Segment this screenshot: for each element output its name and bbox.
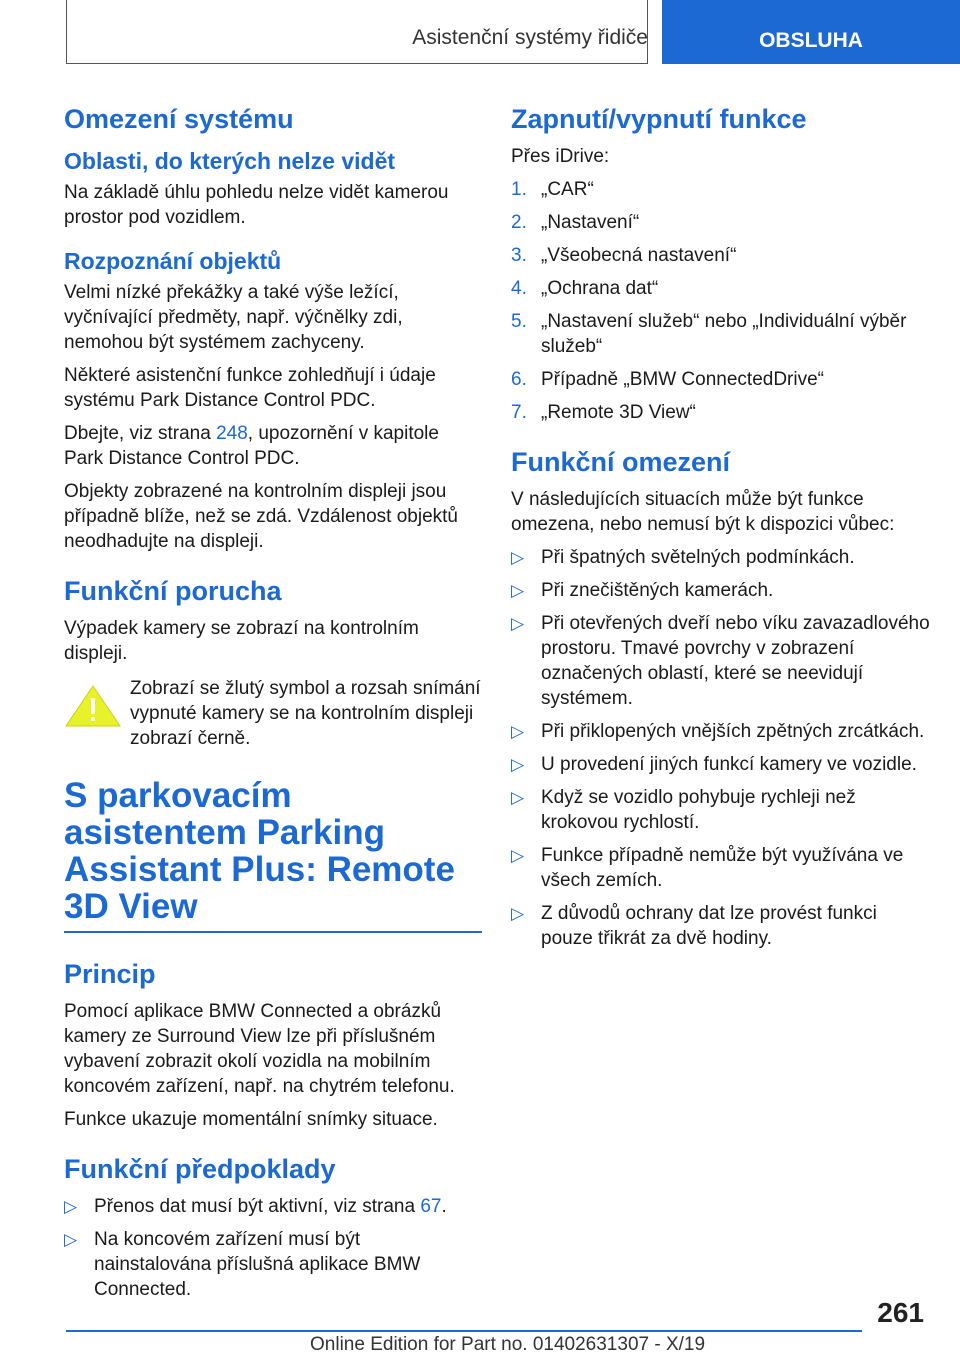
- text: Přenos dat musí být aktivní, viz strana: [94, 1196, 421, 1217]
- paragraph-princip-1: Pomocí aplikace BMW Connected a obrázků kamery ze Surround View lze při příslušném vybavení zobrazit okolí vozidla na mobilním koncovém zařízení, např. na chytrém telefonu.: [64, 1001, 455, 1097]
- limit-text: Funkce případně nemůže být využívána ve všech zemích.: [541, 845, 904, 891]
- step-text: „Ochrana dat“: [541, 278, 659, 299]
- list-item: [511, 400, 931, 425]
- step-number: 4.: [511, 278, 527, 299]
- limit-text: U provedení jiných funkcí kamery ve vozidle.: [541, 754, 917, 775]
- header-title: Asistenční systémy řidiče: [412, 26, 648, 49]
- step-number: 1.: [511, 179, 527, 200]
- list-item: [511, 309, 931, 359]
- right-column: [511, 102, 931, 961]
- triangle-bullet-icon: ▷: [511, 614, 525, 633]
- page-link-67[interactable]: 67: [420, 1196, 442, 1217]
- triangle-bullet-icon: ▷: [511, 722, 525, 741]
- limit-text: Z důvodů ochrany dat lze provést funkci pouze třikrát za dvě hodiny.: [541, 903, 877, 949]
- list-item: [64, 1227, 482, 1302]
- heading-omezeni: Omezení systému: [64, 104, 294, 134]
- limit-text: Při znečištěných kamerách.: [541, 580, 774, 601]
- triangle-bullet-icon: ▷: [64, 1230, 78, 1249]
- heading-princip: Princip: [64, 959, 156, 989]
- paragraph-princip-2: Funkce ukazuje momentální snímky situace.: [64, 1109, 438, 1130]
- heading-rozpoznani: Rozpoznání objektů: [64, 248, 282, 274]
- footer-divider: [66, 1330, 862, 1332]
- step-number: 7.: [511, 402, 527, 423]
- paragraph-porucha: Výpadek kamery se zobrazí na kontrolním displeji.: [64, 618, 419, 664]
- step-text: „Nastavení“: [541, 212, 640, 233]
- paragraph-rozpoznani-1: Velmi nízké překážky a také výše ležící, vyčnívající předměty, např. výčnělky zdi, nemohou být systémem zachyceny.: [64, 282, 403, 353]
- step-number: 3.: [511, 245, 527, 266]
- list-item: [511, 719, 931, 744]
- paragraph-idrive: Přes iDrive:: [511, 146, 610, 167]
- step-text: „Nastavení služeb“ nebo „Individuální výběr služeb“: [541, 311, 907, 357]
- heading-porucha: Funkční porucha: [64, 576, 282, 606]
- paragraph-oblasti: Na základě úhlu pohledu nelze vidět kamerou prostor pod vozidlem.: [64, 182, 449, 228]
- triangle-bullet-icon: ▷: [64, 1197, 78, 1216]
- step-number: 5.: [511, 311, 527, 332]
- paragraph-rozpoznani-4: Objekty zobrazené na kontrolním displeji jsou případně blíže, než se zdá. Vzdálenost objektů neodhadujte na displeji.: [64, 481, 458, 552]
- limit-text: Při přiklopených vnějších zpětných zrcátkách.: [541, 721, 925, 742]
- list-item: [511, 785, 931, 835]
- list-item: [511, 843, 931, 893]
- list-item: [511, 611, 931, 711]
- warning-triangle-icon: [64, 684, 122, 728]
- paragraph-rozpoznani-3: [64, 421, 482, 471]
- step-text: „Remote 3D View“: [541, 402, 696, 423]
- footer-edition: Online Edition for Part no. 01402631307 - X/19: [310, 1334, 706, 1355]
- list-item: [511, 177, 931, 202]
- limit-text: Při špatných světelných podmínkách.: [541, 547, 855, 568]
- list-item: [511, 752, 931, 777]
- list-item: [511, 276, 931, 301]
- list-item: [511, 545, 931, 570]
- section-tab[interactable]: OBSLUHA: [662, 0, 960, 64]
- heading-oblasti: Oblasti, do kterých nelze vidět: [64, 148, 396, 174]
- triangle-bullet-icon: ▷: [511, 904, 525, 923]
- page-number: 261: [877, 1297, 924, 1328]
- page-link-248[interactable]: 248: [216, 423, 248, 444]
- list-item: [511, 901, 931, 951]
- step-number: 2.: [511, 212, 527, 233]
- step-text: Případně „BMW ConnectedDrive“: [541, 369, 824, 390]
- warning-block: [64, 676, 482, 751]
- warning-text: Zobrazí se žlutý symbol a rozsah snímání vypnuté kamery se na kontrolním displeji zobrazí černě.: [130, 678, 481, 749]
- chapter-title: S parkovacím asistentem Parking Assistant Plus: Remote 3D View: [64, 777, 482, 933]
- step-text: „CAR“: [541, 179, 594, 200]
- list-item: [511, 578, 931, 603]
- list-item: [511, 243, 931, 268]
- triangle-bullet-icon: ▷: [511, 788, 525, 807]
- limit-text: Když se vozidlo pohybuje rychleji než krokovou rychlostí.: [541, 787, 856, 833]
- step-text: „Všeobecná nastavení“: [541, 245, 737, 266]
- paragraph-rozpoznani-2: Některé asistenční funkce zohledňují i údaje systému Park Distance Control PDC.: [64, 365, 436, 411]
- triangle-bullet-icon: ▷: [511, 548, 525, 567]
- list-item: [511, 367, 931, 392]
- text: Na koncovém zařízení musí být nainstalována příslušná aplikace BMW Connected.: [94, 1229, 421, 1300]
- left-column: [64, 102, 482, 1312]
- text: .: [441, 1196, 447, 1217]
- prerequisites-list: [64, 1194, 482, 1302]
- heading-zapnuti: Zapnutí/vypnutí funkce: [511, 104, 807, 134]
- heading-predpoklady: Funkční předpoklady: [64, 1154, 336, 1184]
- triangle-bullet-icon: ▷: [511, 581, 525, 600]
- triangle-bullet-icon: ▷: [511, 846, 525, 865]
- steps-list: [511, 177, 931, 425]
- heading-funkcni-omezeni: Funkční omezení: [511, 447, 731, 477]
- text: , upozornění v kapitole Park Distance Control PDC.: [64, 423, 439, 469]
- limits-list: [511, 545, 931, 951]
- list-item: [511, 210, 931, 235]
- limit-text: Při otevřených dveří nebo víku zavazadlového prostoru. Tmavé povrchy v zobrazení označených oblastí, které se neevidují systémem.: [541, 613, 930, 709]
- step-number: 6.: [511, 369, 527, 390]
- paragraph-omezeni: V následujících situacích může být funkce omezena, nebo nemusí být k dispozici vůbec:: [511, 489, 895, 535]
- text: Dbejte, viz strana: [64, 423, 217, 444]
- list-item: [64, 1194, 482, 1219]
- triangle-bullet-icon: ▷: [511, 755, 525, 774]
